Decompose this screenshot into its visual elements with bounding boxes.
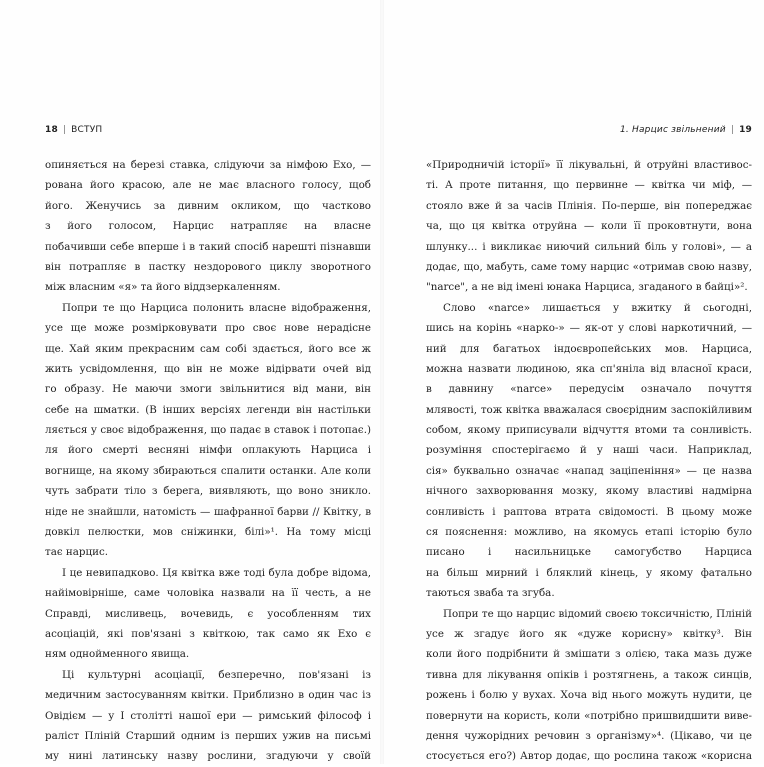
text-line: Попри те що нарцис відомий своєю токсичністю, Пліній xyxy=(443,607,752,620)
text-line: усе ще може розмірковувати про своє нове нерадісне xyxy=(45,322,371,335)
text-line: він потрапляє в пастку нездорового циклу зворотного xyxy=(45,260,371,273)
text-line: сія» буквально означає «напад заціпеніння» — це назва xyxy=(426,464,752,477)
text-line: ний для багатьох індоєвропейських мов. Нарциса, xyxy=(426,342,752,355)
text-line: Попри те що Нарциса полонить власне відображення, xyxy=(62,301,371,314)
right-page xyxy=(426,125,752,767)
text-line: тивна для лікування опіків і розтягнень, а також синців, xyxy=(426,668,752,681)
text-line: ля його смерті весняні німфи оплакують Нарциса і xyxy=(45,444,371,457)
text-line: собом, якому приписували відчуття втоми та сонливість. xyxy=(426,424,752,437)
text-line: Слово «narce» лишається у вжитку й сьогодні, xyxy=(443,301,752,314)
text-line: рожень і болю у вухах. Хоча від нього можуть нудити, це xyxy=(426,689,752,702)
text-line: себе на шматки. (В інших версіях легенди він настільки xyxy=(45,403,371,416)
text-line: Ці культурні асоціації, безперечно, пов'язані із xyxy=(62,668,371,681)
left-body-text xyxy=(45,155,371,767)
text-line: між власним «я» та його віддзеркаленням. xyxy=(45,281,281,294)
text-line: Справді, мисливець, вочевидь, є уособленням тих xyxy=(45,607,371,620)
left-running-header xyxy=(45,125,371,138)
text-line: повернути на користь, коли «потрібно пришвидшити виве- xyxy=(426,709,752,722)
text-line: му нині латинську назву рослини, згадуючи у своїй xyxy=(45,750,371,763)
page-number: 19 xyxy=(739,125,752,135)
text-line: побачивши себе вперше і в такий спосіб нарешті пізнавши xyxy=(45,240,371,253)
text-line: ніде не знайшли, натомість — шафранної барви // Квітку, в xyxy=(45,505,371,518)
text-line: таються зваба та згуба. xyxy=(426,587,555,600)
text-line: ті. А проте питання, що первинне — квітка чи міф, — xyxy=(426,179,752,192)
text-line: го образу. Не маючи змоги звільнитися від мани, він xyxy=(45,383,371,396)
text-line: вогнище, на якому збираються спалити останки. Але коли xyxy=(45,464,371,477)
text-line: І це невипадково. Ця квітка вже тоді була добре відома, xyxy=(62,566,371,579)
text-line: тає нарцис. xyxy=(45,546,108,559)
page-number: 18 xyxy=(45,125,58,135)
text-line: нічного захворювання мозку, якому властиві надмірна xyxy=(426,485,752,498)
text-line: довкіл пелюстки, мов сніжинки, білі»¹. На тому місці xyxy=(45,526,371,539)
text-line: усе ж згадує його як «дуже корисну» квітку³. Він xyxy=(426,627,752,640)
text-line: чуть забрати тіло з берега, виявляють, що воно зникло. xyxy=(45,485,371,498)
section-title: ВСТУП xyxy=(71,125,103,135)
text-line: раліст Пліній Старший одним із перших ужив на письмі xyxy=(45,729,371,742)
text-line: шлунку... і викликає ниючий сильний біль у голові», — а xyxy=(426,240,752,253)
text-line: сонливість і раптова втрата свідомості. В цьому може xyxy=(426,505,752,518)
text-line: розуміння спостерігаємо й у наші часи. Наприклад, xyxy=(426,444,752,457)
text-line: писано і насильницьке самогубство Нарциса xyxy=(426,546,752,559)
text-line: на більш мирний і бляклий кінець, у якому фатально xyxy=(426,566,752,579)
text-line: найімовірніше, саме чоловіка назвали на її честь, а не xyxy=(45,587,371,600)
text-line: шись на корінь «нарко-» — як-от у слові наркотичний, — xyxy=(426,322,752,335)
header-separator: | xyxy=(730,125,735,135)
text-line: опиняється на березі ставка, слідуючи за німфою Ехо, — xyxy=(45,159,371,171)
text-line: медичним застосуванням квітки. Приблизно в один час із xyxy=(45,689,371,702)
book-gutter xyxy=(380,0,384,764)
right-body-text xyxy=(426,155,752,767)
text-line: коли його подрібнити й змішати з олією, така мазь дуже xyxy=(426,648,752,661)
text-line: ще. Хай яким прекрасним сам собі здається, його все ж xyxy=(45,342,371,355)
text-line: з його голосом, Нарцис натрапляє на власне xyxy=(45,220,371,233)
text-line: жить усвідомлення, що він не може відірвати очей від xyxy=(45,362,371,375)
text-line: "narce", а не від імені юнака Нарциса, згаданого в байці»². xyxy=(426,281,748,294)
text-line: ся пояснення: можливо, на якомусь етапі історію було xyxy=(426,526,752,539)
text-line: «Природничій історії» її лікувальні, й отруйні властивос- xyxy=(426,159,752,171)
text-line: в давнину «narce» передусім означало почуття xyxy=(426,383,752,396)
text-line: його. Женучись за дивним окликом, що частково xyxy=(45,199,371,212)
text-line: ляється у своє відображення, що падає в ставок і потопає.) xyxy=(45,424,371,437)
left-page xyxy=(45,125,371,767)
text-line: млявості, тож квітка вважалася своєрідним заспокійливим xyxy=(426,403,752,416)
text-line: додає, що, мабуть, саме тому нарцис «отримав свою назву, xyxy=(426,260,752,273)
right-running-header xyxy=(426,125,752,138)
text-line: дення чужорідних речовин з організму»⁴. (Цікаво, чи це xyxy=(426,729,752,742)
text-line: можна назвати людиною, яка сп'яніла від власної краси, xyxy=(426,362,752,375)
text-line: рована його красою, але не має власного голосу, щоб xyxy=(45,179,371,192)
header-separator: | xyxy=(62,125,67,135)
text-line: стосується его?) Автор додає, що рослина також «корисна xyxy=(426,750,752,763)
text-line: асоціацій, які пов'язані з квіткою, так само як Ехо є xyxy=(45,627,371,640)
text-line: Овідієм — у I столітті нашої ери — римський філософ і xyxy=(45,709,371,722)
text-line: ча, що ця квітка отруйна — коли її проковтнути, вона xyxy=(426,220,752,233)
chapter-title: 1. Нарцис звільнений xyxy=(619,125,726,135)
text-line: стояло вже й за часів Плінія. По-перше, він попереджає xyxy=(426,199,752,212)
text-line: ням однойменного явища. xyxy=(45,648,190,661)
